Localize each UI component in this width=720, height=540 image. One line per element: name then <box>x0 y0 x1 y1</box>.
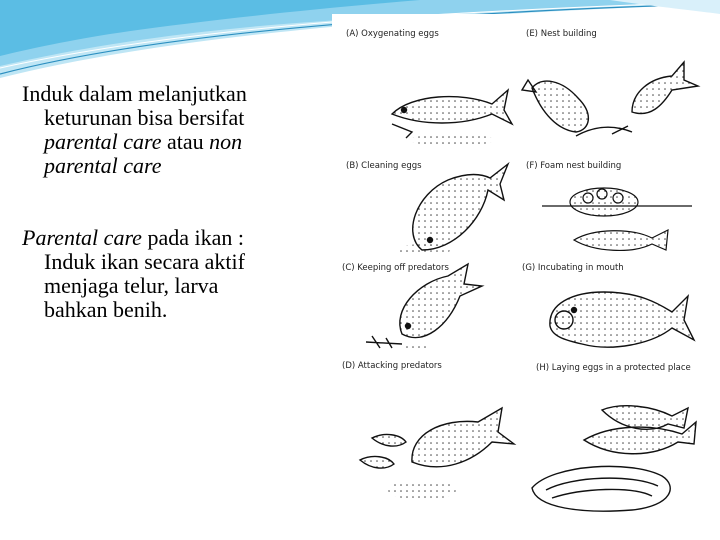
foam-nest-drawing <box>542 188 692 250</box>
text-line <box>22 130 322 154</box>
body-text <box>22 82 322 322</box>
paragraph-parental-care-intro <box>22 82 322 178</box>
text-line: bahkan benih. <box>44 297 168 322</box>
caption-cleaning-eggs: (B) Cleaning eggs <box>346 161 422 171</box>
italic-term: parental care <box>44 129 162 154</box>
caption-keeping-off-predators: (C) Keeping off predators <box>342 263 449 273</box>
fish-keeping-off-predators-drawing <box>366 264 482 352</box>
text-line: Induk dalam melanjutkan <box>22 81 247 106</box>
caption-oxygenating-eggs: (A) Oxygenating eggs <box>346 29 439 39</box>
fish-oxygenating-eggs-drawing <box>392 90 512 146</box>
caption-laying-eggs-protected-place: (H) Laying eggs in a protected place <box>536 363 691 373</box>
text-line: keturunan bisa bersifat <box>44 105 245 130</box>
text-line <box>22 226 322 250</box>
caption-attacking-predators: (D) Attacking predators <box>342 361 442 371</box>
italic-term: parental care <box>44 153 162 178</box>
fish-attacking-predators-drawing <box>360 408 514 500</box>
text-fragment: atau <box>161 129 210 154</box>
paragraph-parental-care-definition <box>22 226 322 322</box>
italic-term: Parental care <box>22 225 142 250</box>
text-line <box>22 154 322 178</box>
fish-incubating-in-mouth-drawing <box>550 292 694 347</box>
parental-care-illustration <box>332 14 706 524</box>
caption-incubating-in-mouth: (G) Incubating in mouth <box>522 263 624 273</box>
text-line: menjaga telur, larva <box>44 273 219 298</box>
fish-laying-eggs-in-shell-drawing <box>532 406 696 511</box>
caption-foam-nest-building: (F) Foam nest building <box>526 161 622 171</box>
text-line: Induk ikan secara aktif <box>44 249 245 274</box>
italic-term: non <box>209 129 243 154</box>
text-fragment: pada ikan : <box>141 225 244 250</box>
fish-nest-building-drawing <box>522 62 698 136</box>
caption-nest-building: (E) Nest building <box>526 29 597 39</box>
fish-cleaning-eggs-drawing <box>398 164 508 256</box>
